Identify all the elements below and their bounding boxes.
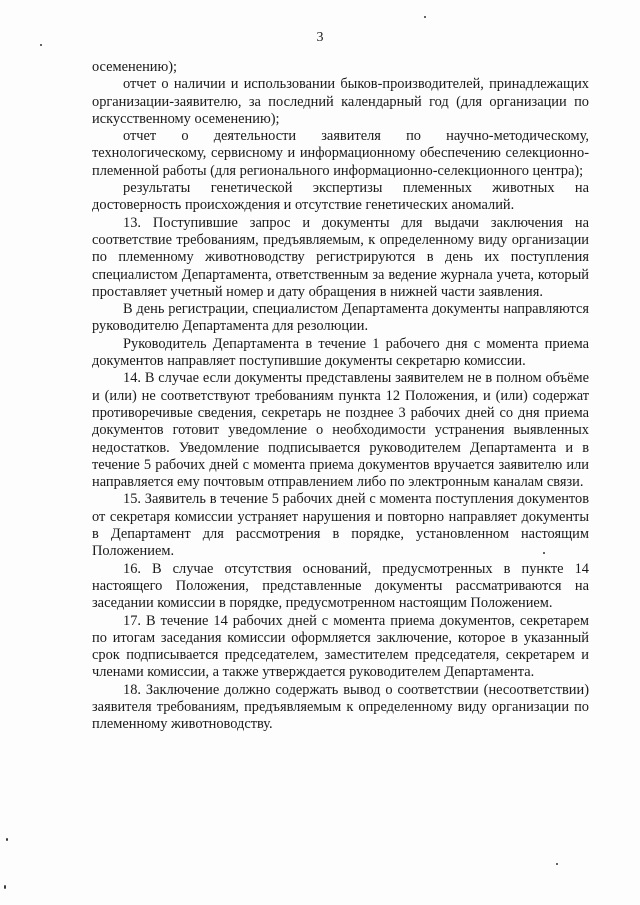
scan-speck (543, 552, 545, 554)
paragraph-15: 15. Заявитель в течение 5 рабочих дней с момента поступления документов от секретаря комиссии устраняет нарушения и повторно направляет документы в Департамент для рассмотрения в порядке, установленном настоящим Положением. (92, 491, 589, 560)
scan-speck (40, 44, 42, 46)
paragraph-continuation: осеменению); (92, 59, 178, 75)
paragraph-17: 17. В течение 14 рабочих дней с момента приема документов, секретарем по итогам заседания комиссии оформляется заключение, которое в указанный срок подписывается председателем, заместителем председателя, секретарем и членами комиссии, а также утверждается руководителем Департамента. (92, 612, 589, 681)
paragraph-head-of-department: Руководитель Департамента в течение 1 рабочего дня с момента приема документов направляет поступившие документы секретарю комиссии. (92, 335, 589, 370)
paragraph-18: 18. Заключение должно содержать вывод о соответствии (несоответствии) заявителя требованиям, предъявляемым к определенному виду организации по племенному животноводству. (92, 681, 589, 733)
paragraph-genetic-expertise: результаты генетической экспертизы племенных животных на достоверность происхождения и отсутствие генетических аномалий. (92, 180, 589, 214)
paragraph-14: 14. В случае если документы представлены заявителем не в полном объёме и (или) не соответствуют требованиям пункта 12 Положения, и (или) содержат противоречивые сведения, секретарь не позднее 3 рабочих дней со дня приема документов готовит уведомление о необходимости устранения выявленных недостатков. Уведомление подписывается руководителем Департамента и в течение 5 рабочих дней с момента приема документов вручается заявителю или направляется ему почтовым отправлением либо по электронным каналам связи. (92, 370, 589, 491)
paragraph-16: 16. В случае отсутствия оснований, предусмотренных в пункте 14 настоящего Положения, представленные документы рассматриваются на заседании комиссии в порядке, предусмотренном настоящим Положением. (92, 560, 589, 612)
paragraph-bull-report: отчет о наличии и использовании быков-производителей, принадлежащих организации-заявителю, за последний календарный год (для организации по искусственному осеменению); (92, 76, 589, 127)
scan-speck (6, 838, 8, 841)
scan-speck (424, 16, 426, 18)
scan-speck (4, 885, 6, 889)
document-body (92, 59, 589, 734)
paragraph-activity-report: отчет о деятельности заявителя по научно-методическому, технологическому, сервисному и информационному обеспечению селекционно-племенной работы (для регионального информационно-селекционного центра); (92, 128, 589, 179)
paragraph-registration: В день регистрации, специалистом Департамента документы направляются руководителю Департамента для резолюции. (92, 301, 589, 335)
page-number: 3 (316, 30, 324, 45)
scan-speck (556, 863, 558, 865)
paragraph-13: 13. Поступившие запрос и документы для выдачи заключения на соответствие требованиям, предъявляемым, к определенному виду организации по племенному животноводству регистрируются в день их поступления специалистом Департамента, ответственным за ведение журнала учета, который проставляет учетный номер и дату обращения в нижней части заявления. (92, 214, 589, 300)
